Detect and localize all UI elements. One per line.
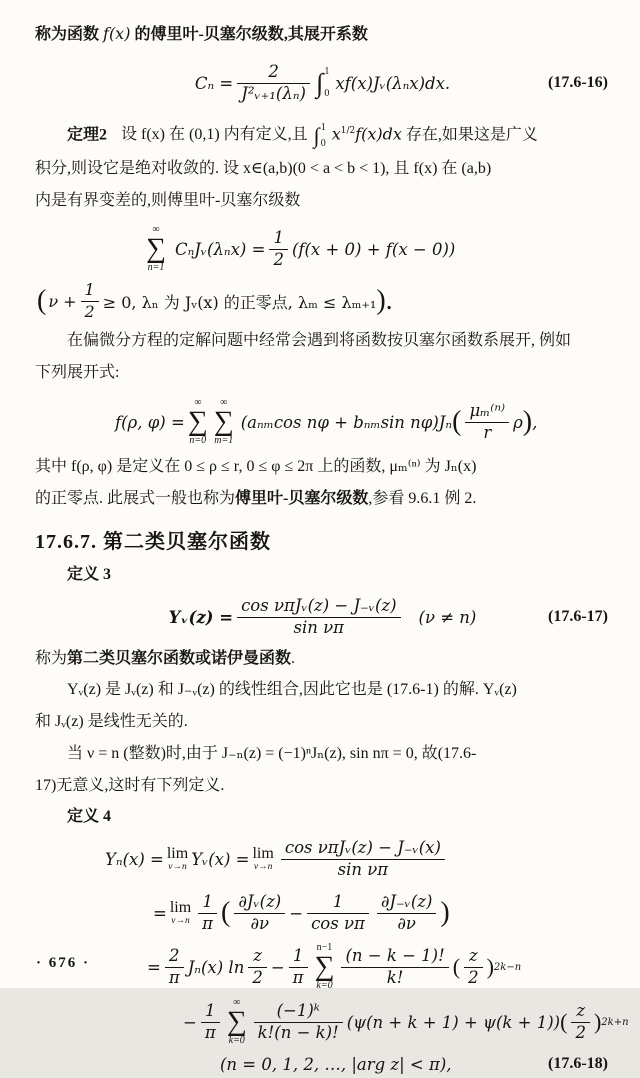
integer-line-1: 当 ν = n (整数)时,由于 J₋ₙ(z) = (−1)ⁿJₙ(z), sin nπ = 0, 故(17.6-: [67, 745, 477, 763]
eq16-label: (17.6-16): [548, 74, 608, 91]
intro-bold: 傅里叶-贝塞尔级数: [150, 26, 284, 43]
z-over-2-fraction: $\frac{z}{2}$: [571, 1002, 590, 1043]
psi-term: (ψ(n + k + 1) + ψ(k + 1)): [346, 1012, 561, 1032]
sum-body-left: CₙJᵥ(λₙx) =: [174, 239, 266, 259]
limit-operator: lim ν→n: [166, 845, 189, 872]
rho-symbol: ρ: [513, 412, 523, 432]
rho-phi-expansion-equation: f(ρ, φ) = ∞ ∑ n=0 ∞ ∑ m=1 (aₙₘcos nφ + bₙₘsin nφ)Jₙ ( $\frac{\text{μₘ⁽ⁿ⁾}}{r}$ ρ ) ,: [115, 397, 538, 447]
close-paren: ).: [376, 285, 393, 317]
intro-pre: 称为函数: [35, 26, 104, 43]
one-over-pi-fraction: $\frac{1}{\pi}$: [198, 893, 217, 934]
intro-line: [35, 18, 610, 51]
open-paren: (: [221, 897, 231, 929]
sum-operator-m: ∞ ∑ m=1: [213, 397, 234, 447]
integer-case-paragraph: [35, 738, 610, 802]
linear-combination-paragraph: [35, 674, 610, 738]
section-number: 17.6.7.: [35, 531, 97, 554]
open-paren: (: [560, 1009, 568, 1035]
pde-expansion-paragraph: [35, 325, 610, 389]
section-heading-17-6-7: [35, 525, 610, 554]
two-over-pi-fraction: $\frac{2}{\pi}$: [165, 947, 184, 988]
equation-17-6-18-condition: [35, 1050, 610, 1078]
close-paren: ): [593, 1009, 602, 1035]
neumann-function-line: 称为第二类贝塞尔函数或诺伊曼函数.: [35, 650, 296, 668]
pde-line-2: 下列展开式:: [35, 364, 120, 382]
exponent: 2k−n: [493, 961, 522, 973]
fourier-bessel-sum-equation: [35, 221, 610, 277]
limit-operator: lim ν→n: [252, 845, 274, 872]
eq18-label: (17.6-18): [548, 1055, 608, 1073]
definition-3-heading: 定义 3: [67, 566, 112, 584]
integer-line-2: 17)无意义,这时有下列定义.: [35, 777, 225, 795]
half-fraction: $\frac{1}{2}$: [81, 281, 99, 321]
z-over-2-fraction: $\frac{z}{2}$: [248, 947, 267, 988]
linear-line-1: Yᵥ(z) 是 Jᵥ(z) 和 J₋ᵥ(z) 的线性组合,因此它也是 (17.6-1) 的解. Yᵥ(z): [67, 681, 517, 699]
jn-ln-term: Jₙ(x) ln: [187, 957, 245, 977]
theorem-line-3: 内是有界变差的,则傅里叶-贝塞尔级数: [35, 192, 301, 210]
intro-post: ,其展开系数: [283, 26, 368, 43]
rho-body: (aₙₘcos nφ + bₙₘsin nφ)Jₙ: [240, 412, 453, 432]
eq16-body: xf(x)Jᵥ(λₙx)dx.: [335, 73, 451, 93]
theorem-title: 定理2: [67, 126, 108, 144]
pde-line-1: 在偏微分方程的定解问题中经常会遇到将函数按贝塞尔函数系展开, 例如: [67, 332, 572, 350]
theorem-2-paragraph: [35, 113, 610, 217]
open-paren: (: [37, 285, 47, 317]
integral-sign: ∫ 1 0: [313, 121, 326, 149]
eq17-lhs: Yᵥ(z) =: [168, 607, 234, 627]
theorem-line-1: 定理2 设 f(x) 在 (0,1) 内有定义,且 ∫ 1 0 $x^{1/2}f(x)dx$ 存在,如果这是广义: [67, 121, 538, 149]
one-over-cos-fraction: $\frac{1}{\text{cos νπ}}$: [307, 893, 369, 934]
z-over-2-fraction: $\frac{z}{2}$: [464, 947, 483, 988]
sum-operator: ∞ ∑ n=1: [146, 224, 166, 274]
sum-operator-n: ∞ ∑ n=0: [187, 397, 208, 447]
mu-line-2: 的正零点. 此展式一般也称为傅里叶-贝塞尔级数,参看 9.6.1 例 2.: [35, 490, 477, 508]
eq17-condition: (ν ≠ n): [418, 607, 477, 627]
mu-zero-paragraph: [35, 451, 610, 515]
half-fraction: $\frac{1}{2}$: [269, 229, 288, 270]
equation-17-6-16: [35, 57, 610, 109]
equation-17-6-18-line-3: = $\frac{2}{\pi}$ Jₙ(x) ln $\frac{z}{2}$ − $\frac{1}{\pi}$ n−1 ∑ k=0 $\frac{(n - k - 1)!}{k!}$ ( $\frac{z}{2}$ ) 2k−n: [147, 942, 522, 992]
eq18-mid: Yᵥ(x) =: [191, 849, 250, 869]
partial-jminus-fraction: $\frac{\text{∂J₋ᵥ(z)}}{\partial\nu}$: [377, 893, 437, 934]
mu-line-1: 其中 f(ρ, φ) 是定义在 0 ≤ ρ ≤ r, 0 ≤ φ ≤ 2π 上的函数, μₘ⁽ⁿ⁾ 为 Jₙ(x): [35, 458, 477, 476]
eq18-condition: (n = 0, 1, 2, …, |arg z| < π),: [220, 1054, 452, 1074]
intro-mid: 的: [130, 26, 151, 43]
linear-line-2: 和 Jᵥ(z) 是线性无关的.: [35, 713, 188, 731]
open-paren: (: [452, 406, 462, 438]
equation-17-6-18-line-1: [35, 832, 610, 886]
eq17-label: (17.6-17): [548, 608, 608, 626]
factorial-fraction: $\frac{(n - k - 1)!}{k!}$: [341, 947, 448, 988]
eq16-lhs: Cₙ =: [194, 73, 234, 93]
limit-operator: lim ν→n: [169, 899, 192, 926]
eq18-l1-fraction: $\frac{\text{cos νπJᵥ(z) − J₋ᵥ(x)}}{\text{sin νπ}}$: [281, 839, 445, 880]
one-over-pi-fraction: $\frac{1}{\pi}$: [201, 1002, 220, 1043]
partial-jnu-fraction: $\frac{\text{∂Jᵥ(z)}}{\partial\nu}$: [234, 893, 285, 934]
close-paren: ): [440, 897, 450, 929]
exponent: 2k+n: [601, 1016, 629, 1028]
sum-body-right: (f(x + 0) + f(x − 0)): [291, 239, 456, 259]
equation-17-6-18-line-4: − $\frac{1}{\pi}$ ∞ ∑ k=0 $\frac{\text{(−1)ᵏ}}{k!(n - k)!}$ (ψ(n + k + 1) + ψ(k + 1)) ( $\frac{z}{2}$ ) 2k+n: [183, 997, 629, 1047]
eq18-lhs: Yₙ(x) =: [105, 849, 164, 869]
parenthetical-condition-line: ( ν + $\frac{1}{2}$ ≥ 0, λₙ 为 Jᵥ(x) 的正零点, λₘ ≤ λₘ₊₁ ).: [37, 280, 393, 321]
rho-lhs: f(ρ, φ) =: [115, 412, 185, 432]
equation-17-6-17: [35, 590, 610, 644]
definition-4-heading: 定义 4: [67, 808, 112, 826]
mu-fraction: $\frac{\text{μₘ⁽ⁿ⁾}}{r}$: [465, 402, 509, 443]
page-number: · 676 ·: [36, 955, 91, 971]
sum-operator-finite: n−1 ∑ k=0: [314, 942, 335, 992]
equation-17-6-18-line-2: = lim ν→n $\frac{1}{\pi}$ ( $\frac{\text{∂Jᵥ(z)}}{\partial\nu}$ − $\frac{1}{\text{cos νπ}}$ $\frac{\text{∂J₋ᵥ(z)}}{\partial\nu}$ ): [153, 891, 450, 933]
sum-operator-infinite: ∞ ∑ k=0: [226, 997, 247, 1047]
eq16-fraction: $\frac{2}{\text{J²ᵥ₊₁(λₙ)}}$: [237, 63, 310, 104]
one-over-pi-fraction: $\frac{1}{\pi}$: [289, 947, 308, 988]
open-paren: (: [452, 954, 461, 980]
theorem-line-2: 积分,则设它是绝对收敛的. 设 x∈(a,b)(0 < a < b < 1), 且 f(x) 在 (a,b): [35, 160, 492, 178]
eq17-fraction: $\frac{\text{cos νπJᵥ(z) − J₋ᵥ(z)}}{\text{sin νπ}}$: [237, 597, 400, 638]
section-title: 第二类贝塞尔函数: [103, 531, 271, 554]
alternating-fraction: $\frac{\text{(−1)ᵏ}}{k!(n - k)!}$: [254, 1002, 343, 1043]
integral-sign: ∫ 1 0: [315, 66, 330, 99]
close-paren: ): [522, 406, 533, 438]
intro-fx: f(x): [103, 24, 131, 43]
close-paren: ): [486, 954, 494, 980]
